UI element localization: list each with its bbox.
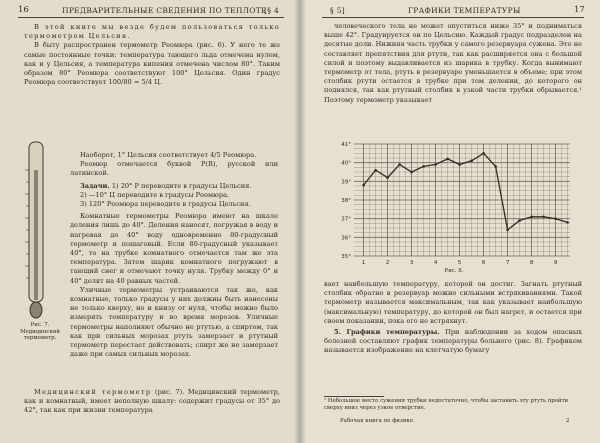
header-rule [18, 17, 284, 18]
y-tick-label: 36° [341, 235, 351, 242]
data-point [470, 160, 473, 163]
problem-1: 1) 20° Р переводите в градусы Цельсия. [111, 181, 252, 190]
right-page-number: 17 [574, 5, 585, 15]
paragraph: В этой книге мы везде будем пользоваться только термометром Цельсия. [24, 23, 280, 41]
data-point [458, 163, 461, 166]
data-point [494, 165, 497, 168]
data-point [362, 184, 365, 187]
paragraph: Реомюр отмечается буквой Р(R), русской или латинской. [70, 160, 278, 178]
spaced-term: Медицинский термометр [34, 388, 152, 396]
x-tick-label: 5 [457, 260, 462, 266]
book-gutter [294, 0, 306, 443]
signature-line: Рабочая книга по физике. [340, 418, 415, 424]
left-text-top [24, 23, 280, 87]
footnote-rule [324, 396, 384, 397]
header-rule [322, 17, 584, 18]
figure-7-caption: Рис. 7. Медицинский термометр. [20, 322, 60, 342]
paragraph: человеческого тела не может опуститься ниже 35° и подниматься выше 42°. Градуируется он по Цельсию. Каждый градус подразделен на десятые доли. Нижняя часть трубки у самого резервуара сужена. Это не составляет препятствия для ртути, так как расширяется она с большой силой и поэтому выдавливается из шарика в трубку. Когда вынимают термометр от тела, ртуть в резервуаре уменьшается в объеме; при этом столбик ртути остается в трубке при том делении, до которого он поднялся, так как ртутный столбик в узкой части трубки обрывается.¹ Поэтому термометр указывает [324, 22, 582, 104]
right-text-top [324, 22, 582, 105]
thermometer-scale [25, 170, 29, 278]
data-point [518, 219, 521, 222]
data-point [566, 221, 569, 224]
paragraph: Комнатные термометры Реомюра имеют на шкале деления лишь до 40°. Деления наносят, погружая в воду и нагревая до 40° воду одновременно 80-градусный термометр и пошаговый. Если 80-градусный указывает 40°, то на трубке комнатного отмечается там же эта температура. Затем шарик комнатного погружают в тающий снег и отмечают точку нуля. Трубку между 0° и 40° делят на 40 равных частей. [70, 212, 278, 285]
data-point [542, 216, 545, 219]
paragraph: Уличные термометры устраиваются так же, как комнатные, только градусы у них должны быть нанесены не только кверху, но и книзу от нуля, чтобы можно было измерять температуру и во время морозов. Уличные термометры наполняют обычно не ртутью, а спиртом, так как при сильных морозах ртуть замерзает и ртутный термометр перестает действовать; спирт же не замерзает даже при самых сильных морозах. [70, 285, 278, 359]
data-point [398, 163, 401, 166]
right-section-mark: § 5] [330, 6, 346, 15]
y-tick-label: 37° [341, 216, 351, 223]
temperature-chart [330, 138, 578, 268]
paragraph-rest: (рис. 7). Медицинский термометр, как и комнатный, имеет неполную шкалу: содержит градусы от 35° до 42°, так как при жизни температура [24, 388, 280, 415]
right-running-header: ГРАФИКИ ТЕМПЕРАТУРЫ [408, 6, 521, 15]
problems-title: Задачи. [80, 181, 110, 190]
left-running-header: ПРЕДВАРИТЕЛЬНЫЕ СВЕДЕНИЯ ПО ТЕПЛОТЕ [62, 6, 267, 15]
signature-mark: 2 [566, 418, 570, 424]
y-tick-labels [341, 142, 351, 260]
paragraph: вает наибольшую температуру, которой он достиг. Загнать ртутный столбик обратно в резервуар можно сильными встряхиваниями. Такой термометр называется максимальным, так как указывает наибольшую (максимальную) температуру, до которой он был нагрет, и остается при своем показании, пока его не встряхнут. [324, 280, 582, 325]
section-text: При наблюдении за ходом опасных болезней составляют график температуры больного (рис. 8). Графиком называется изображение на клетчатую бумагу [324, 328, 582, 355]
y-tick-label: 40° [341, 160, 351, 167]
right-text-bottom [324, 280, 582, 356]
data-point [434, 163, 437, 166]
left-text-bottom [24, 388, 280, 416]
x-tick-label: 9 [553, 260, 558, 266]
left-section-mark: [§ 4 [264, 6, 280, 15]
data-point [446, 158, 449, 161]
x-tick-label: 2 [385, 260, 390, 266]
x-tick-labels [362, 260, 558, 266]
y-tick-label: 38° [341, 198, 351, 204]
right-page [300, 0, 600, 443]
data-point [554, 217, 557, 220]
x-tick-label: 4 [433, 260, 438, 266]
paragraph: Наоборот, 1° Цельсия соответствует 4/5 Реомюра. [80, 151, 257, 159]
problem-3: 3) 120° Реомюра переводите в градусы Цельсия. [80, 200, 251, 209]
chart-grid [354, 144, 570, 256]
data-point [386, 176, 389, 179]
left-page-number: 16 [18, 5, 29, 15]
x-tick-label: 3 [409, 260, 414, 266]
figure-8-caption: Рис. 8. [444, 268, 464, 274]
footnote: ¹ Небольшое место сужения трубки недостаточно, чтобы заставить эту ртуть пройти сверху вниз через узкое отверстие. [324, 398, 569, 411]
data-point [530, 216, 533, 219]
y-tick-label: 41° [341, 142, 351, 148]
section-title: 5. Графики температуры. [334, 328, 440, 337]
x-tick-label: 6 [481, 260, 486, 266]
thermometer-figure [14, 140, 66, 320]
data-point [422, 165, 425, 168]
left-text-beside-figure [70, 151, 278, 359]
thermometer-bulb [30, 302, 42, 318]
x-tick-label: 7 [505, 260, 510, 266]
problem-2: 2) —10° Ц переводите в градусы Реомюра. [80, 190, 230, 199]
y-tick-label: 39° [341, 179, 351, 186]
x-tick-label: 1 [361, 260, 366, 266]
x-tick-label: 8 [529, 260, 534, 266]
data-point [374, 169, 377, 172]
y-tick-label: 35° [341, 254, 351, 260]
mercury-column [34, 170, 38, 300]
data-point [410, 171, 413, 174]
data-point [482, 152, 485, 155]
paragraph: В быту распространен термометр Реомюра (рис. 6). У него те же самые постоянные точки: температура тающего льда отмечена нулем, как и у Цельсия, а температура кипения отмечена числом 80°. Таким образом 80° Реомюра соответствуют 100° Цельсия. Один градус Реомюра соответствует 100/80 = 5/4 Ц. [24, 41, 280, 87]
problems [70, 182, 278, 191]
data-point [506, 229, 509, 232]
